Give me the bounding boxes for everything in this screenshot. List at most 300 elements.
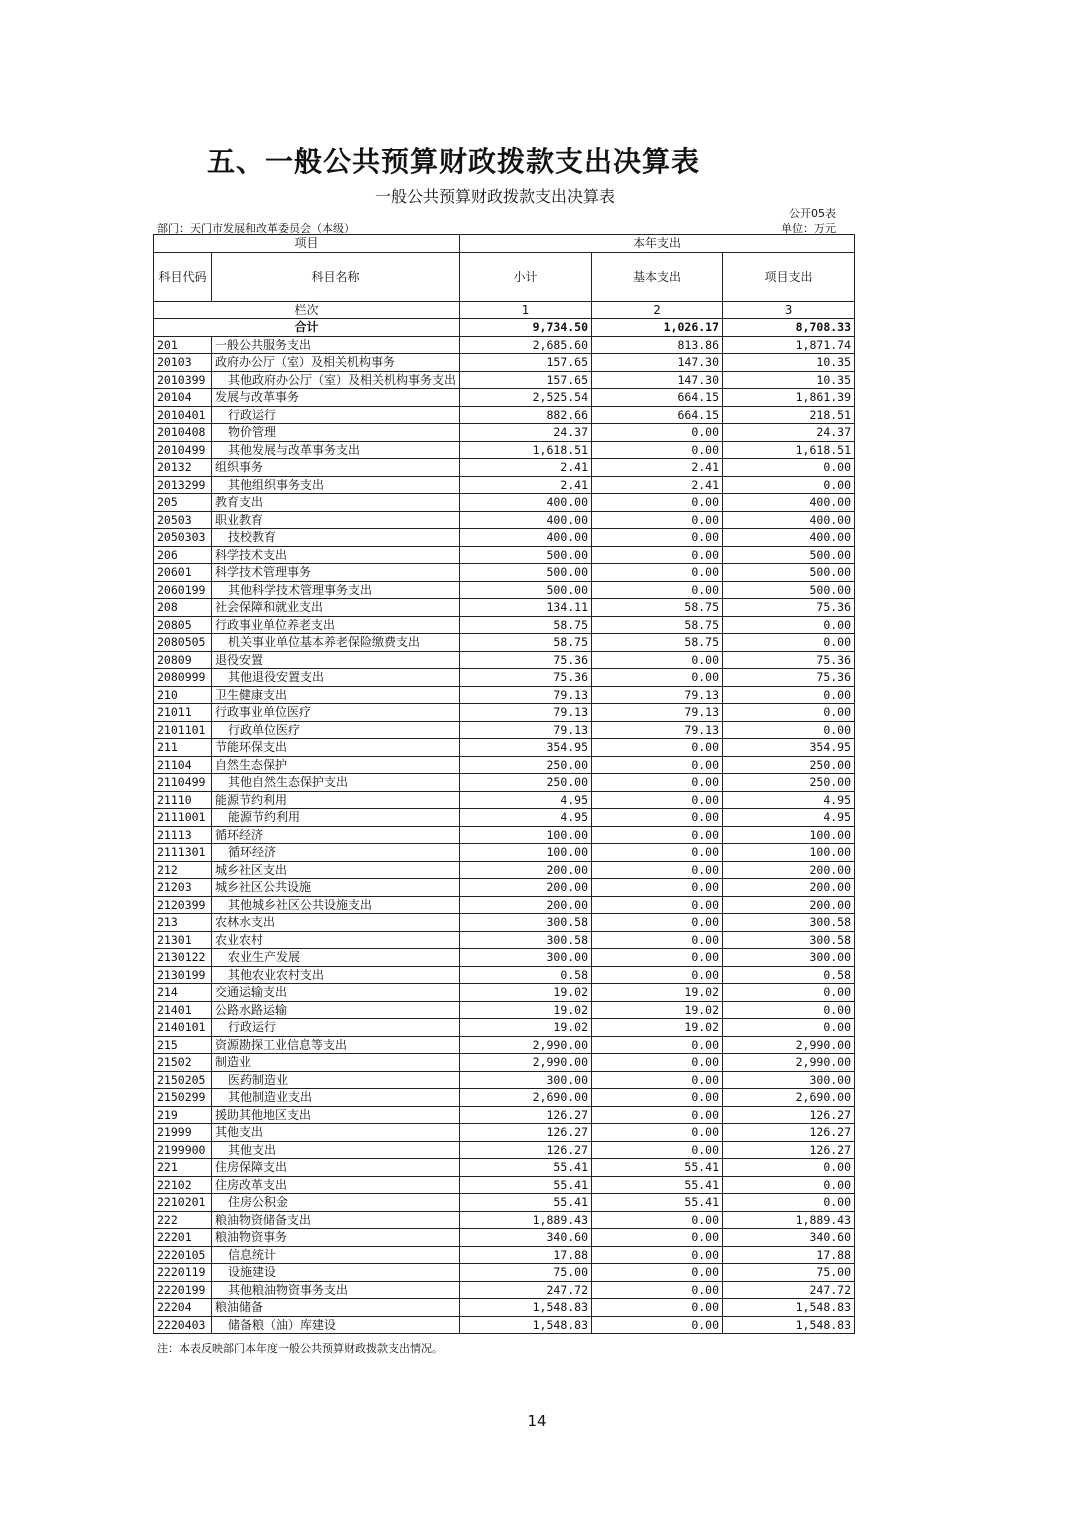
row-code: 211 (154, 739, 212, 757)
row-basic: 79.13 (592, 704, 723, 722)
row-basic: 58.75 (592, 599, 723, 617)
row-code: 21999 (154, 1124, 212, 1142)
table-row (154, 1281, 855, 1299)
row-project: 200.00 (723, 879, 855, 897)
row-subtotal: 200.00 (460, 896, 592, 914)
row-code: 2150205 (154, 1071, 212, 1089)
row-project: 1,861.39 (723, 389, 855, 407)
row-code: 20132 (154, 459, 212, 477)
table-row (154, 1089, 855, 1107)
row-name: 技校教育 (212, 529, 460, 547)
row-subtotal: 400.00 (460, 494, 592, 512)
row-name: 行政运行 (212, 1019, 460, 1037)
table-row (154, 826, 855, 844)
row-name: 节能环保支出 (212, 739, 460, 757)
row-subtotal: 200.00 (460, 861, 592, 879)
row-subtotal: 126.27 (460, 1124, 592, 1142)
row-subtotal: 19.02 (460, 1019, 592, 1037)
row-basic: 0.00 (592, 1036, 723, 1054)
row-name: 公路水路运输 (212, 1001, 460, 1019)
row-name: 农业农村 (212, 931, 460, 949)
row-basic: 19.02 (592, 1019, 723, 1037)
row-project: 1,889.43 (723, 1211, 855, 1229)
row-project: 0.58 (723, 966, 855, 984)
row-code: 21502 (154, 1054, 212, 1072)
row-subtotal: 1,889.43 (460, 1211, 592, 1229)
row-subtotal: 340.60 (460, 1229, 592, 1247)
row-code: 2220105 (154, 1246, 212, 1264)
row-name: 粮油物资储备支出 (212, 1211, 460, 1229)
table-row (154, 949, 855, 967)
header-project: 项目支出 (723, 252, 855, 301)
row-project: 2,990.00 (723, 1054, 855, 1072)
row-code: 2050303 (154, 529, 212, 547)
row-project: 250.00 (723, 756, 855, 774)
table-row (154, 1141, 855, 1159)
row-basic: 55.41 (592, 1176, 723, 1194)
row-basic: 0.00 (592, 651, 723, 669)
row-basic: 0.00 (592, 756, 723, 774)
row-project: 0.00 (723, 1159, 855, 1177)
row-basic: 0.00 (592, 1281, 723, 1299)
row-project: 75.36 (723, 669, 855, 687)
row-project: 1,548.83 (723, 1299, 855, 1317)
row-basic: 0.00 (592, 949, 723, 967)
department-label: 部门：天门市发展和改革委员会（本级） (157, 222, 355, 235)
table-row (154, 476, 855, 494)
table-row (154, 1211, 855, 1229)
row-subtotal: 2,990.00 (460, 1036, 592, 1054)
table-row (154, 1124, 855, 1142)
row-subtotal: 17.88 (460, 1246, 592, 1264)
row-subtotal: 58.75 (460, 616, 592, 634)
row-project: 400.00 (723, 511, 855, 529)
row-basic: 0.00 (592, 441, 723, 459)
table-row (154, 1316, 855, 1334)
row-code: 21011 (154, 704, 212, 722)
row-name: 一般公共服务支出 (212, 336, 460, 354)
row-subtotal: 157.65 (460, 354, 592, 372)
row-project: 400.00 (723, 494, 855, 512)
row-project: 300.00 (723, 1071, 855, 1089)
row-code: 2120399 (154, 896, 212, 914)
row-subtotal: 882.66 (460, 406, 592, 424)
row-name: 科学技术支出 (212, 546, 460, 564)
row-basic: 55.41 (592, 1159, 723, 1177)
row-code: 22201 (154, 1229, 212, 1247)
row-project: 218.51 (723, 406, 855, 424)
row-project: 0.00 (723, 616, 855, 634)
row-project: 126.27 (723, 1141, 855, 1159)
table-row (154, 529, 855, 547)
row-name: 储备粮（油）库建设 (212, 1316, 460, 1334)
row-code: 206 (154, 546, 212, 564)
row-name: 政府办公厅（室）及相关机构事务 (212, 354, 460, 372)
row-name: 制造业 (212, 1054, 460, 1072)
row-code: 2010399 (154, 371, 212, 389)
row-code: 210 (154, 686, 212, 704)
row-name: 其他支出 (212, 1141, 460, 1159)
row-name: 其他政府办公厅（室）及相关机构事务支出 (212, 371, 460, 389)
row-name: 教育支出 (212, 494, 460, 512)
table-row (154, 809, 855, 827)
row-basic: 0.00 (592, 879, 723, 897)
row-code: 2010401 (154, 406, 212, 424)
row-basic: 2.41 (592, 476, 723, 494)
table-row (154, 896, 855, 914)
row-subtotal: 2,690.00 (460, 1089, 592, 1107)
row-subtotal: 1,618.51 (460, 441, 592, 459)
row-project: 10.35 (723, 371, 855, 389)
row-subtotal: 400.00 (460, 529, 592, 547)
row-subtotal: 0.58 (460, 966, 592, 984)
table-row (154, 336, 855, 354)
row-name: 其他科学技术管理事务支出 (212, 581, 460, 599)
row-subtotal: 79.13 (460, 686, 592, 704)
row-project: 247.72 (723, 1281, 855, 1299)
table-row (154, 389, 855, 407)
row-name: 住房公积金 (212, 1194, 460, 1212)
row-code: 2010499 (154, 441, 212, 459)
row-basic: 0.00 (592, 896, 723, 914)
row-subtotal: 79.13 (460, 704, 592, 722)
row-code: 221 (154, 1159, 212, 1177)
row-name: 其他自然生态保护支出 (212, 774, 460, 792)
row-project: 0.00 (723, 1194, 855, 1212)
row-basic: 0.00 (592, 966, 723, 984)
row-basic: 0.00 (592, 1299, 723, 1317)
row-name: 科学技术管理事务 (212, 564, 460, 582)
row-code: 2220199 (154, 1281, 212, 1299)
row-name: 其他支出 (212, 1124, 460, 1142)
row-project: 0.00 (723, 704, 855, 722)
row-code: 20104 (154, 389, 212, 407)
row-subtotal: 19.02 (460, 984, 592, 1002)
row-code: 21401 (154, 1001, 212, 1019)
row-name: 其他退役安置支出 (212, 669, 460, 687)
row-basic: 0.00 (592, 424, 723, 442)
row-basic: 0.00 (592, 1141, 723, 1159)
row-project: 400.00 (723, 529, 855, 547)
row-name: 社会保障和就业支出 (212, 599, 460, 617)
table-row (154, 1159, 855, 1177)
header-subtotal: 小计 (460, 252, 592, 301)
row-subtotal: 300.00 (460, 949, 592, 967)
row-subtotal: 200.00 (460, 879, 592, 897)
header-basic: 基本支出 (592, 252, 723, 301)
table-row (154, 511, 855, 529)
row-code: 2220403 (154, 1316, 212, 1334)
row-name: 发展与改革事务 (212, 389, 460, 407)
table-row (154, 1229, 855, 1247)
row-code: 21301 (154, 931, 212, 949)
row-code: 2010408 (154, 424, 212, 442)
row-name: 城乡社区公共设施 (212, 879, 460, 897)
row-name: 住房改革支出 (212, 1176, 460, 1194)
table-row (154, 704, 855, 722)
row-name: 农业生产发展 (212, 949, 460, 967)
row-subtotal: 1,548.83 (460, 1316, 592, 1334)
row-subtotal: 79.13 (460, 721, 592, 739)
row-name: 粮油物资事务 (212, 1229, 460, 1247)
row-code: 21110 (154, 791, 212, 809)
row-basic: 55.41 (592, 1194, 723, 1212)
row-subtotal: 19.02 (460, 1001, 592, 1019)
row-name: 职业教育 (212, 511, 460, 529)
row-code: 2013299 (154, 476, 212, 494)
table-row (154, 984, 855, 1002)
row-project: 2,690.00 (723, 1089, 855, 1107)
row-name: 能源节约利用 (212, 809, 460, 827)
table-row (154, 634, 855, 652)
row-basic: 0.00 (592, 809, 723, 827)
row-subtotal: 300.00 (460, 1071, 592, 1089)
row-name: 其他农业农村支出 (212, 966, 460, 984)
row-basic: 58.75 (592, 634, 723, 652)
row-project: 0.00 (723, 686, 855, 704)
row-code: 2111301 (154, 844, 212, 862)
row-subtotal: 250.00 (460, 756, 592, 774)
row-project: 10.35 (723, 354, 855, 372)
row-project: 354.95 (723, 739, 855, 757)
row-basic: 0.00 (592, 529, 723, 547)
row-name: 其他组织事务支出 (212, 476, 460, 494)
table-row (154, 616, 855, 634)
row-basic: 58.75 (592, 616, 723, 634)
row-code: 213 (154, 914, 212, 932)
row-name: 粮油储备 (212, 1299, 460, 1317)
row-subtotal: 4.95 (460, 809, 592, 827)
row-subtotal: 134.11 (460, 599, 592, 617)
row-subtotal: 400.00 (460, 511, 592, 529)
row-code: 22102 (154, 1176, 212, 1194)
row-project: 0.00 (723, 984, 855, 1002)
table-row (154, 861, 855, 879)
row-code: 20809 (154, 651, 212, 669)
row-basic: 0.00 (592, 1229, 723, 1247)
table-row (154, 966, 855, 984)
table-row (154, 1246, 855, 1264)
table-row (154, 1001, 855, 1019)
column-number-1: 1 (460, 301, 592, 319)
page-number: 14 (527, 1412, 547, 1430)
row-project: 300.58 (723, 931, 855, 949)
row-basic: 147.30 (592, 371, 723, 389)
row-code: 2101101 (154, 721, 212, 739)
row-basic: 19.02 (592, 1001, 723, 1019)
row-project: 1,618.51 (723, 441, 855, 459)
row-subtotal: 500.00 (460, 564, 592, 582)
row-name: 援助其他地区支出 (212, 1106, 460, 1124)
row-project: 200.00 (723, 896, 855, 914)
row-code: 2140101 (154, 1019, 212, 1037)
row-project: 0.00 (723, 634, 855, 652)
table-row (154, 599, 855, 617)
table-row (154, 441, 855, 459)
row-name: 机关事业单位基本养老保险缴费支出 (212, 634, 460, 652)
row-subtotal: 75.36 (460, 651, 592, 669)
row-basic: 0.00 (592, 1071, 723, 1089)
row-subtotal: 126.27 (460, 1141, 592, 1159)
table-row (154, 914, 855, 932)
row-name: 循环经济 (212, 844, 460, 862)
row-code: 214 (154, 984, 212, 1002)
row-code: 215 (154, 1036, 212, 1054)
form-number: 公开05表 (789, 207, 836, 220)
row-project: 0.00 (723, 476, 855, 494)
row-code: 2111001 (154, 809, 212, 827)
row-code: 2060199 (154, 581, 212, 599)
total-subtotal: 9,734.50 (460, 319, 592, 337)
row-code: 2199900 (154, 1141, 212, 1159)
table-row (154, 546, 855, 564)
row-project: 24.37 (723, 424, 855, 442)
row-name: 城乡社区支出 (212, 861, 460, 879)
header-item: 项目 (154, 235, 460, 253)
row-project: 1,871.74 (723, 336, 855, 354)
row-project: 4.95 (723, 809, 855, 827)
row-code: 21104 (154, 756, 212, 774)
row-subtotal: 500.00 (460, 546, 592, 564)
table-row (154, 459, 855, 477)
row-project: 300.58 (723, 914, 855, 932)
row-subtotal: 2.41 (460, 476, 592, 494)
row-project: 500.00 (723, 564, 855, 582)
table-row (154, 354, 855, 372)
row-name: 其他粮油物资事务支出 (212, 1281, 460, 1299)
row-basic: 19.02 (592, 984, 723, 1002)
row-subtotal: 500.00 (460, 581, 592, 599)
row-name: 信息统计 (212, 1246, 460, 1264)
row-name: 设施建设 (212, 1264, 460, 1282)
row-subtotal: 300.58 (460, 931, 592, 949)
row-project: 126.27 (723, 1124, 855, 1142)
row-basic: 664.15 (592, 406, 723, 424)
row-subtotal: 75.36 (460, 669, 592, 687)
row-basic: 0.00 (592, 1246, 723, 1264)
row-code: 21203 (154, 879, 212, 897)
row-subtotal: 126.27 (460, 1106, 592, 1124)
table-row (154, 424, 855, 442)
row-code: 20805 (154, 616, 212, 634)
row-project: 250.00 (723, 774, 855, 792)
row-subtotal: 4.95 (460, 791, 592, 809)
row-basic: 0.00 (592, 1106, 723, 1124)
table-row (154, 1036, 855, 1054)
row-basic: 0.00 (592, 791, 723, 809)
table-row (154, 371, 855, 389)
row-code: 22204 (154, 1299, 212, 1317)
table-row (154, 406, 855, 424)
row-subtotal: 55.41 (460, 1159, 592, 1177)
row-basic: 147.30 (592, 354, 723, 372)
row-project: 0.00 (723, 459, 855, 477)
row-subtotal: 2,685.60 (460, 336, 592, 354)
row-name: 农林水支出 (212, 914, 460, 932)
row-subtotal: 24.37 (460, 424, 592, 442)
total-label: 合计 (154, 319, 460, 337)
row-basic: 0.00 (592, 546, 723, 564)
row-name: 资源勘探工业信息等支出 (212, 1036, 460, 1054)
row-subtotal: 250.00 (460, 774, 592, 792)
table-row (154, 721, 855, 739)
row-project: 75.00 (723, 1264, 855, 1282)
row-project: 500.00 (723, 581, 855, 599)
row-basic: 0.00 (592, 669, 723, 687)
table-row (154, 931, 855, 949)
column-number-3: 3 (723, 301, 855, 319)
header-name: 科目名称 (212, 252, 460, 301)
row-code: 201 (154, 336, 212, 354)
row-name: 医药制造业 (212, 1071, 460, 1089)
row-name: 住房保障支出 (212, 1159, 460, 1177)
row-basic: 79.13 (592, 721, 723, 739)
row-name: 循环经济 (212, 826, 460, 844)
row-basic: 0.00 (592, 1054, 723, 1072)
row-basic: 0.00 (592, 844, 723, 862)
row-name: 行政事业单位医疗 (212, 704, 460, 722)
row-project: 100.00 (723, 844, 855, 862)
row-code: 2220119 (154, 1264, 212, 1282)
sheet-title: 一般公共预算财政拨款支出决算表 (374, 187, 615, 206)
row-project: 2,990.00 (723, 1036, 855, 1054)
row-subtotal: 75.00 (460, 1264, 592, 1282)
row-name: 行政单位医疗 (212, 721, 460, 739)
row-name: 行政运行 (212, 406, 460, 424)
row-basic: 0.00 (592, 1316, 723, 1334)
row-basic: 0.00 (592, 564, 723, 582)
row-project: 75.36 (723, 599, 855, 617)
row-project: 500.00 (723, 546, 855, 564)
row-subtotal: 100.00 (460, 826, 592, 844)
row-project: 0.00 (723, 721, 855, 739)
table-row (154, 669, 855, 687)
unit-label: 单位：万元 (781, 222, 836, 235)
row-name: 其他城乡社区公共设施支出 (212, 896, 460, 914)
row-basic: 664.15 (592, 389, 723, 407)
row-name: 卫生健康支出 (212, 686, 460, 704)
row-code: 2080505 (154, 634, 212, 652)
row-project: 0.00 (723, 1176, 855, 1194)
row-code: 20103 (154, 354, 212, 372)
row-basic: 0.00 (592, 1089, 723, 1107)
total-basic: 1,026.17 (592, 319, 723, 337)
row-project: 0.00 (723, 1001, 855, 1019)
table-note: 注：本表反映部门本年度一般公共预算财政拨款支出情况。 (157, 1342, 443, 1355)
row-code: 2110499 (154, 774, 212, 792)
table-row (154, 564, 855, 582)
row-subtotal: 58.75 (460, 634, 592, 652)
header-code: 科目代码 (154, 252, 212, 301)
row-subtotal: 55.41 (460, 1176, 592, 1194)
page-title: 五、一般公共预算财政拨款支出决算表 (207, 145, 701, 178)
table-row (154, 1299, 855, 1317)
row-project: 100.00 (723, 826, 855, 844)
table-row (154, 1071, 855, 1089)
table-row (154, 494, 855, 512)
total-row (154, 319, 855, 337)
row-subtotal: 157.65 (460, 371, 592, 389)
row-name: 交通运输支出 (212, 984, 460, 1002)
row-code: 222 (154, 1211, 212, 1229)
table-row (154, 774, 855, 792)
row-name: 物价管理 (212, 424, 460, 442)
table-row (154, 651, 855, 669)
row-name: 行政事业单位养老支出 (212, 616, 460, 634)
row-code: 2130122 (154, 949, 212, 967)
row-subtotal: 2,525.54 (460, 389, 592, 407)
row-basic: 0.00 (592, 1211, 723, 1229)
